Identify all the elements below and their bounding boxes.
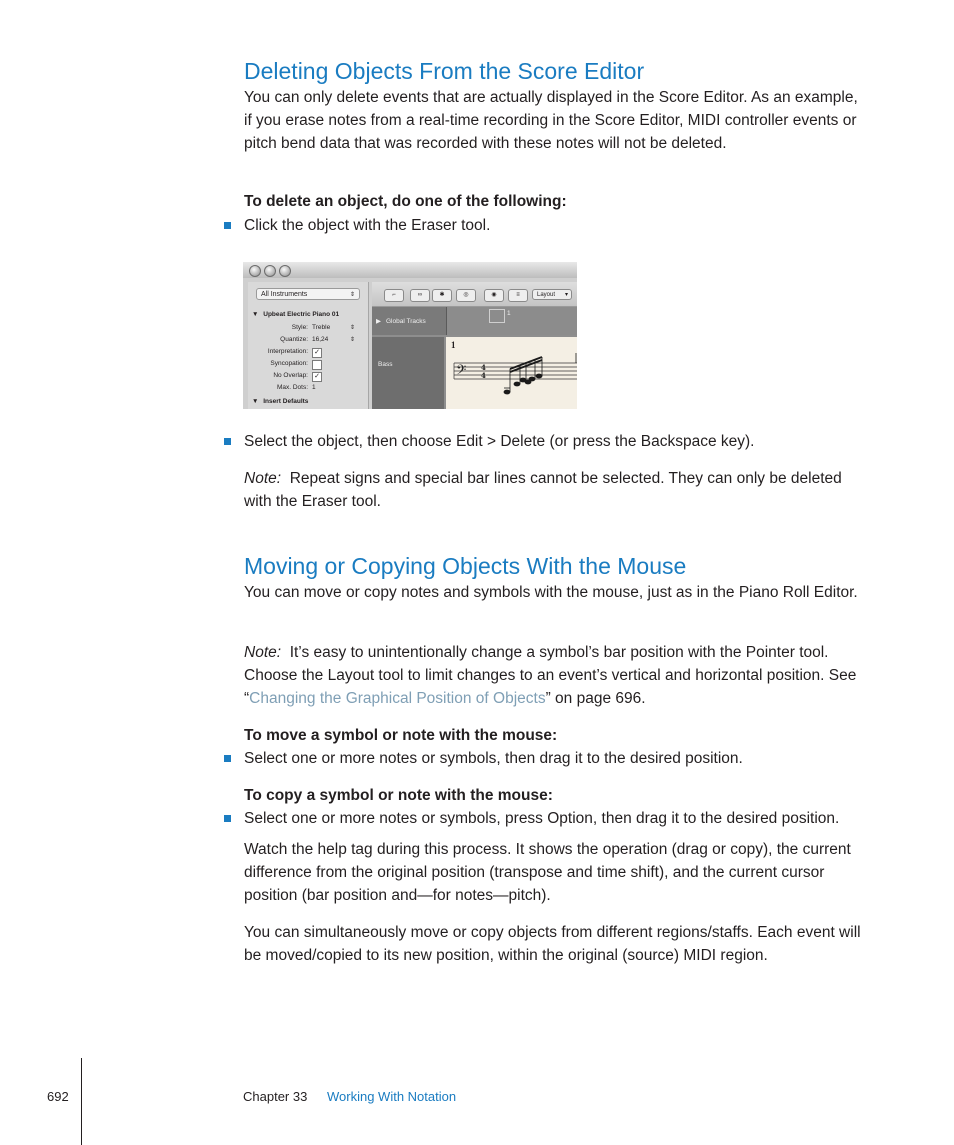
inspector-row-label: Interpretation: <box>267 348 308 355</box>
chapter-title-link[interactable]: Working With Notation <box>327 1089 457 1104</box>
popup-arrows-icon: ⇕ <box>349 292 355 298</box>
inspector-row-value: 16,24 <box>312 336 329 343</box>
track-name: Bass <box>378 361 393 368</box>
page-number: 692 <box>47 1089 69 1104</box>
catch-icon: ∞ <box>410 289 430 302</box>
inspector-row-value: Treble <box>312 324 331 331</box>
score-view-icon: ≡ <box>508 289 528 302</box>
stepper-icon: ⇕ <box>350 325 356 331</box>
section1-note <box>244 467 869 513</box>
section-title-deleting: Deleting Objects From the Score Editor <box>244 58 645 84</box>
note-text: Repeat signs and special bar lines cannot be selected. They can only be deleted with the Eraser tool. <box>244 470 842 510</box>
region-name: Upbeat Electric Piano 01 <box>263 311 340 318</box>
staff-notation <box>446 337 577 409</box>
svg-text:𝄢: 𝄢 <box>456 362 467 381</box>
automation-icon: ◎ <box>456 289 476 302</box>
chevron-down-icon: ▾ <box>564 292 568 298</box>
simultaneous-paragraph: You can simultaneously move or copy objects from different regions/staffs. Each event will be moved/copied to its new position, within the original (source) MIDI region. <box>244 924 861 964</box>
note-label: Note: <box>244 470 282 487</box>
inspector-row-interpretation <box>248 346 368 358</box>
copy-bullet: Select one or more notes or symbols, press Option, then drag it to the desired position. <box>244 810 840 827</box>
global-tracks-label: Global Tracks <box>386 318 426 325</box>
chapter-label: Chapter 33 <box>243 1089 308 1104</box>
bullet-marker <box>224 755 231 762</box>
close-window-icon <box>249 265 261 277</box>
layout-popup-label: Layout <box>537 292 556 298</box>
inspector-row-syncopation <box>248 358 368 370</box>
score-editor-screenshot <box>243 262 577 409</box>
inspector-row-style <box>248 322 368 334</box>
window-titlebar <box>243 262 577 278</box>
score-inspector <box>248 282 369 409</box>
section2-note <box>244 641 869 710</box>
no-overlap-checkbox: ✓ <box>312 372 322 382</box>
pointer-tool-icon: ✱ <box>432 289 452 302</box>
inspector-row-label: Quantize: <box>280 336 308 343</box>
bullet-marker <box>224 222 231 229</box>
inspector-row-max-dots <box>248 382 368 394</box>
minimize-window-icon <box>264 265 276 277</box>
move-bullet: Select one or more notes or symbols, then drag it to the desired position. <box>244 750 743 767</box>
score-toolbar <box>372 282 577 307</box>
footer-divider <box>81 1058 82 1145</box>
inspector-row-label: Max. Dots: <box>276 384 308 391</box>
note-label: Note: <box>244 644 282 661</box>
note-text-before: It’s easy to unintentionally change a symbol’s bar position with the Pointer tool. Choose the Layout tool to limit changes to an event’s vertical and horizontal position. See “ <box>244 644 857 707</box>
ruler <box>446 307 577 335</box>
svg-text:4: 4 <box>481 363 486 372</box>
disclosure-triangle-icon: ▼ <box>252 398 259 405</box>
inspector-row-label: Syncopation: <box>270 360 308 367</box>
link-icon: ⌐ <box>384 289 404 302</box>
inspector-region-header <box>248 309 368 321</box>
syncopation-checkbox <box>312 360 322 370</box>
section-title-moving: Moving or Copying Objects With the Mouse <box>244 553 687 579</box>
bullet-marker <box>224 815 231 822</box>
help-tag-paragraph: Watch the help tag during this process. It shows the operation (drag or copy), the current difference from the original position (transpose and time shift), and the current cursor position (bar position and—for notes—pitch). <box>244 841 851 904</box>
playhead-box <box>489 309 505 323</box>
stepper-icon: ⇕ <box>350 337 356 343</box>
insert-defaults-label: Insert Defaults <box>263 398 309 405</box>
inspector-row-no-overlap <box>248 370 368 382</box>
svg-text:4: 4 <box>481 371 486 380</box>
instrument-set-popup-label: All Instruments <box>261 291 308 298</box>
delete-task-heading: To delete an object, do one of the following: <box>244 193 567 210</box>
global-tracks-disclosure-icon: ▶ <box>376 318 381 325</box>
section1-intro: You can only delete events that are actually displayed in the Score Editor. As an example, if you erase notes from a real-time recording in the Score Editor, MIDI controller events or pitch bend data that was recorded with these notes will not be deleted. <box>244 89 858 152</box>
note-text-after: ” on page 696. <box>545 690 646 707</box>
move-task-heading: To move a symbol or note with the mouse: <box>244 727 558 744</box>
layout-popup <box>532 289 572 300</box>
cross-reference-link[interactable]: Changing the Graphical Position of Objects <box>249 690 546 707</box>
inspector-row-quantize <box>248 334 368 346</box>
interpretation-checkbox: ✓ <box>312 348 322 358</box>
delete-bullet-eraser: Click the object with the Eraser tool. <box>244 217 491 234</box>
inspector-row-label: No Overlap: <box>273 372 308 379</box>
inspector-row-label: Style: <box>291 324 308 331</box>
ruler-mark: 1 <box>507 310 511 317</box>
copy-task-heading: To copy a symbol or note with the mouse: <box>244 787 553 804</box>
score-track-area <box>372 307 577 409</box>
inspector-row-value: 1 <box>312 384 316 391</box>
disclosure-triangle-icon: ▼ <box>252 311 259 318</box>
section2-intro: You can move or copy notes and symbols with the mouse, just as in the Piano Roll Editor. <box>244 584 858 601</box>
zoom-window-icon <box>279 265 291 277</box>
bass-track-header <box>372 337 444 409</box>
bar-number: 1 <box>451 340 456 350</box>
bullet-marker <box>224 438 231 445</box>
midi-out-icon: ◉ <box>484 289 504 302</box>
bass-staff <box>446 337 577 409</box>
global-tracks-row <box>372 307 577 335</box>
inspector-insert-defaults <box>248 396 368 408</box>
delete-bullet-edit-menu: Select the object, then choose Edit > Delete (or press the Backspace key). <box>244 433 755 450</box>
instrument-set-popup <box>256 288 360 300</box>
